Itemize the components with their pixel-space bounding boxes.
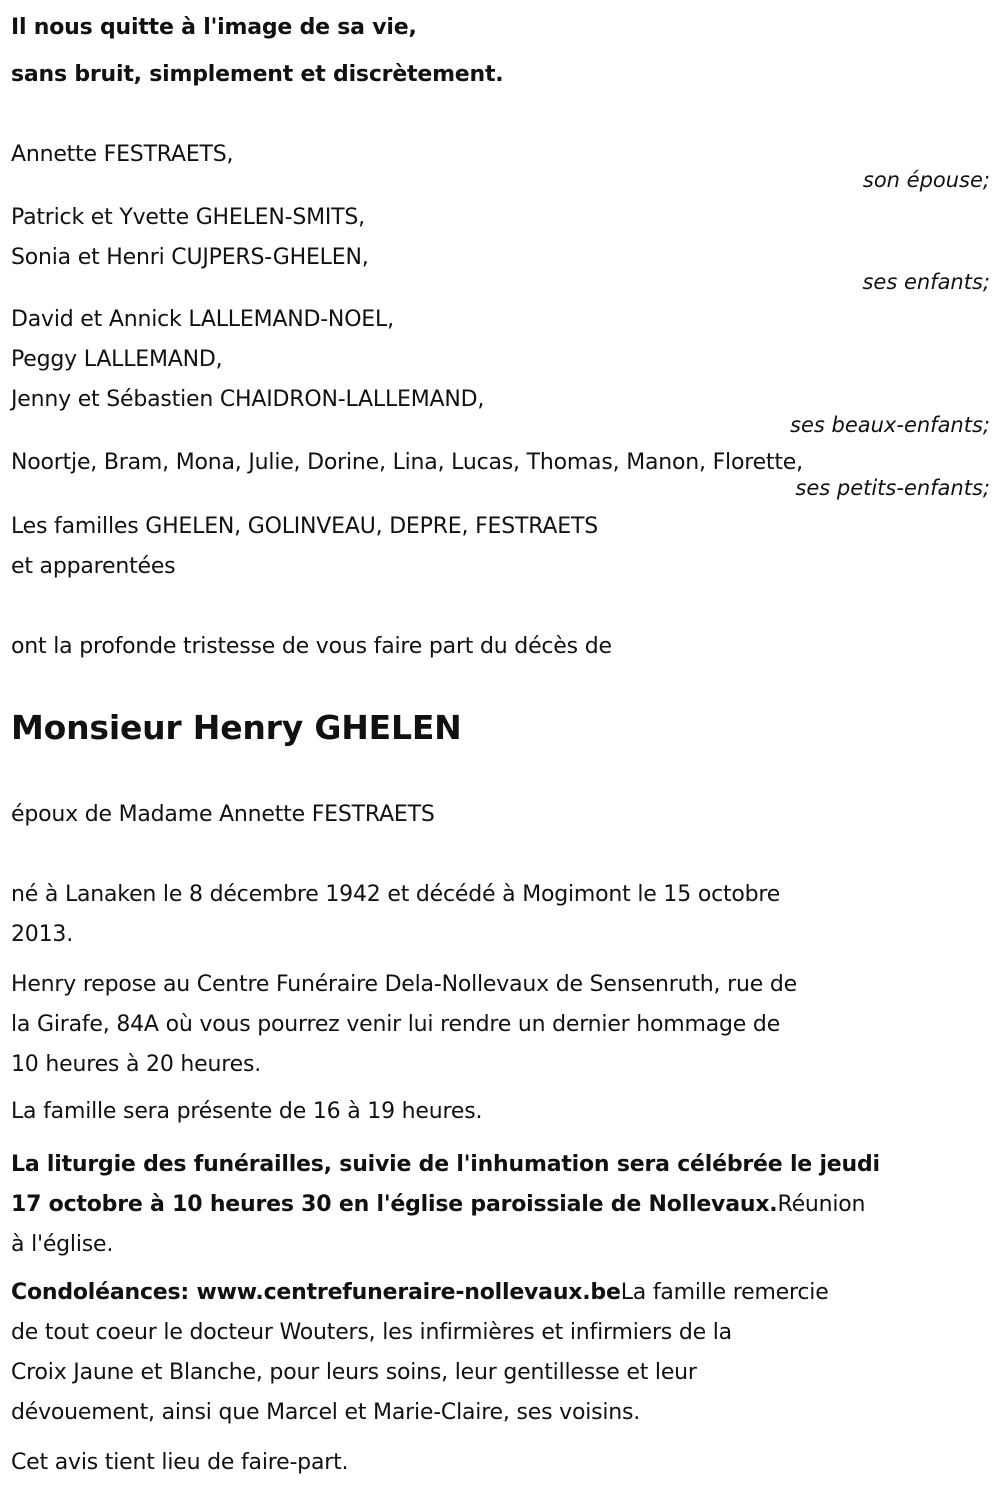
thanks-start: La famille remercie (620, 1280, 829, 1305)
stepchildren-label: ses beaux-enfants; (790, 413, 990, 437)
spouse-name: Annette FESTRAETS, (11, 142, 234, 167)
birth-death-line: 2013. (11, 922, 73, 947)
rest-line: la Girafe, 84A où vous pourrez venir lui rendre un dernier hommage de (11, 1012, 781, 1037)
thanks-line: Croix Jaune et Blanche, pour leurs soins, leur gentillesse et leur (11, 1360, 697, 1385)
thanks-line: de tout coeur le docteur Wouters, les infirmières et infirmiers de la (11, 1320, 732, 1345)
spouse-of: époux de Madame Annette FESTRAETS (11, 802, 435, 827)
rest-line: Henry repose au Centre Funéraire Dela-Nollevaux de Sensenruth, rue de (11, 972, 797, 997)
liturgy-bold: 17 octobre à 10 heures 30 en l'église paroissiale de Nollevaux. (11, 1192, 778, 1217)
families-line: Les familles GHELEN, GOLINVEAU, DEPRE, FESTRAETS (11, 514, 598, 539)
grandchildren-names: Noortje, Bram, Mona, Julie, Dorine, Lina, Lucas, Thomas, Manon, Florette, (11, 450, 803, 475)
child-name: Sonia et Henri CUJPERS-GHELEN, (11, 245, 369, 270)
announcement: ont la profonde tristesse de vous faire part du décès de (11, 634, 612, 659)
spouse-label: son épouse; (862, 168, 990, 192)
liturgy-line (11, 1189, 865, 1221)
condolences-line (11, 1277, 829, 1309)
thanks-line: dévouement, ainsi que Marcel et Marie-Claire, ses voisins. (11, 1400, 641, 1425)
deceased-name: Monsieur Henry GHELEN (11, 708, 462, 747)
children-label: ses enfants; (862, 270, 990, 294)
stepchild-name: Jenny et Sébastien CHAIDRON-LALLEMAND, (11, 387, 485, 412)
stepchild-name: David et Annick LALLEMAND-NOEL, (11, 307, 394, 332)
liturgy-line: La liturgie des funérailles, suivie de l'inhumation sera célébrée le jeudi (11, 1152, 880, 1177)
families-line: et apparentées (11, 554, 176, 579)
rest-line: 10 heures à 20 heures. (11, 1052, 261, 1077)
presence: La famille sera présente de 16 à 19 heures. (11, 1099, 483, 1124)
intro-line: Il nous quitte à l'image de sa vie, (11, 15, 417, 40)
liturgy-normal: Réunion (777, 1192, 866, 1217)
stepchild-name: Peggy LALLEMAND, (11, 347, 223, 372)
child-name: Patrick et Yvette GHELEN-SMITS, (11, 205, 365, 230)
condolences-link[interactable]: Condoléances: www.centrefuneraire-nollevaux.be (11, 1280, 621, 1305)
intro-line: sans bruit, simplement et discrètement. (11, 62, 504, 87)
birth-death-line: né à Lanaken le 8 décembre 1942 et décédé à Mogimont le 15 octobre (11, 882, 781, 907)
grandchildren-label: ses petits-enfants; (795, 476, 990, 500)
closing: Cet avis tient lieu de faire-part. (11, 1450, 349, 1475)
liturgy-line: à l'église. (11, 1232, 114, 1257)
